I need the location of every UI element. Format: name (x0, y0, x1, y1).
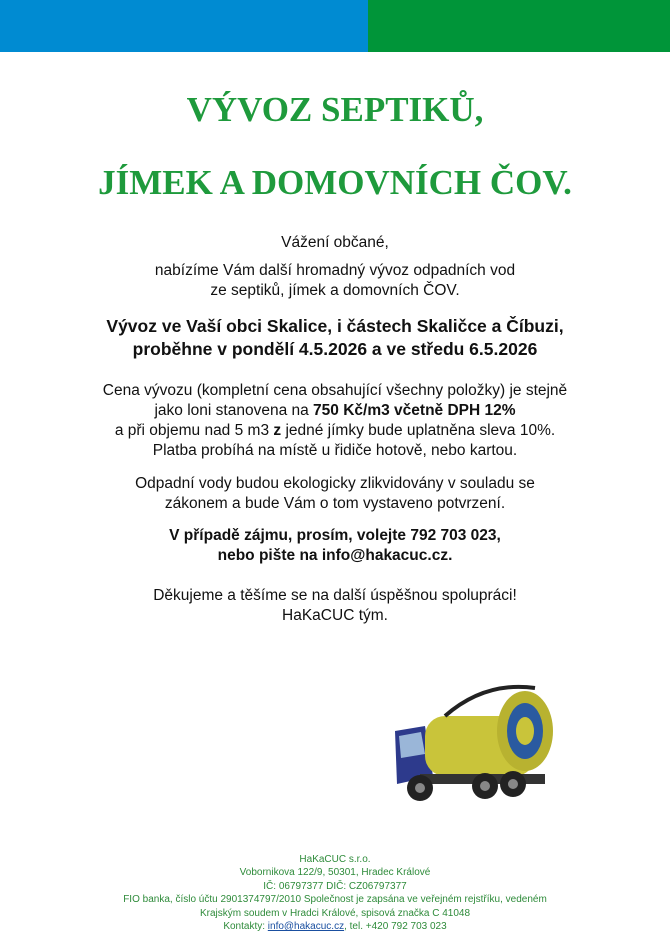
header-bar-blue (0, 0, 368, 52)
footer-contacts (0, 920, 670, 933)
eco-line-1: Odpadní vody budou ekologicky zlikvidovány v souladu se (135, 475, 535, 492)
greeting: Vážení občané, (281, 234, 389, 251)
email-link[interactable]: info@hakacuc.cz (267, 921, 345, 933)
price-line-1: Cena vývozu (kompletní cena obsahující všechny položky) je stejně (102, 382, 568, 399)
discount-text-b: z (273, 422, 282, 439)
septic-truck-image (385, 676, 575, 816)
date-line-2: proběhne v pondělí 4.5.2026 a ve středu 6.5.2026 (132, 339, 538, 359)
title-line-2: JÍMEK A DOMOVNÍCH ČOV. (98, 163, 572, 202)
price-value: 750 Kč/m3 včetně DPH 12% (313, 402, 516, 419)
thanks-line-2: HaKaCUC tým. (282, 607, 388, 624)
price-line-3 (0, 421, 670, 441)
contacts-label: Kontakty: (223, 921, 268, 933)
price-line-4: Platba probíhá na místě u řidiče hotově, nebo kartou. (152, 442, 518, 459)
footer-court: Krajským soudem v Hradci Králové, spisová značka C 41048 (199, 907, 471, 919)
title-line-1: VÝVOZ SEPTIKŮ, (186, 90, 484, 129)
footer (0, 853, 670, 933)
price-line-2 (0, 401, 670, 421)
footer-company: HaKaCUC s.r.o. (299, 854, 371, 865)
contact-line-2: nebo pište na info@hakacuc.cz. (217, 547, 453, 564)
intro-line-1: nabízíme Vám další hromadný vývoz odpadních vod (154, 262, 516, 279)
footer-ids: IČ: 06797377 DIČ: CZ06797377 (263, 880, 407, 892)
eco-line-2: zákonem a bude Vám o tom vystaveno potvrzení. (164, 495, 506, 512)
thanks-line-1: Děkujeme a těšíme se na další úspěšnou spolupráci! (153, 587, 517, 604)
discount-text-a: a při objemu nad 5 m3 (114, 422, 274, 439)
date-line-1: Vývoz ve Vaší obci Skalice, i částech Skaličce a Číbuzi, (106, 316, 564, 336)
footer-bank: FIO banka, číslo účtu 2901374797/2010 Společnost je zapsána ve veřejném rejstříku, vedeném (123, 894, 547, 906)
header-bar-green (368, 0, 670, 52)
contact-line-1: V případě zájmu, prosím, volejte 792 703 023, (169, 527, 501, 544)
price-text: jako loni stanovena na (154, 402, 314, 419)
intro-line-2: ze septiků, jímek a domovních ČOV. (210, 282, 460, 299)
discount-text-c: jedné jímky bude uplatněna sleva 10%. (281, 422, 556, 439)
footer-address: Vobornikova 122/9, 50301, Hradec Králové (239, 867, 431, 879)
phone-text: , tel. +420 792 703 023 (344, 921, 447, 933)
